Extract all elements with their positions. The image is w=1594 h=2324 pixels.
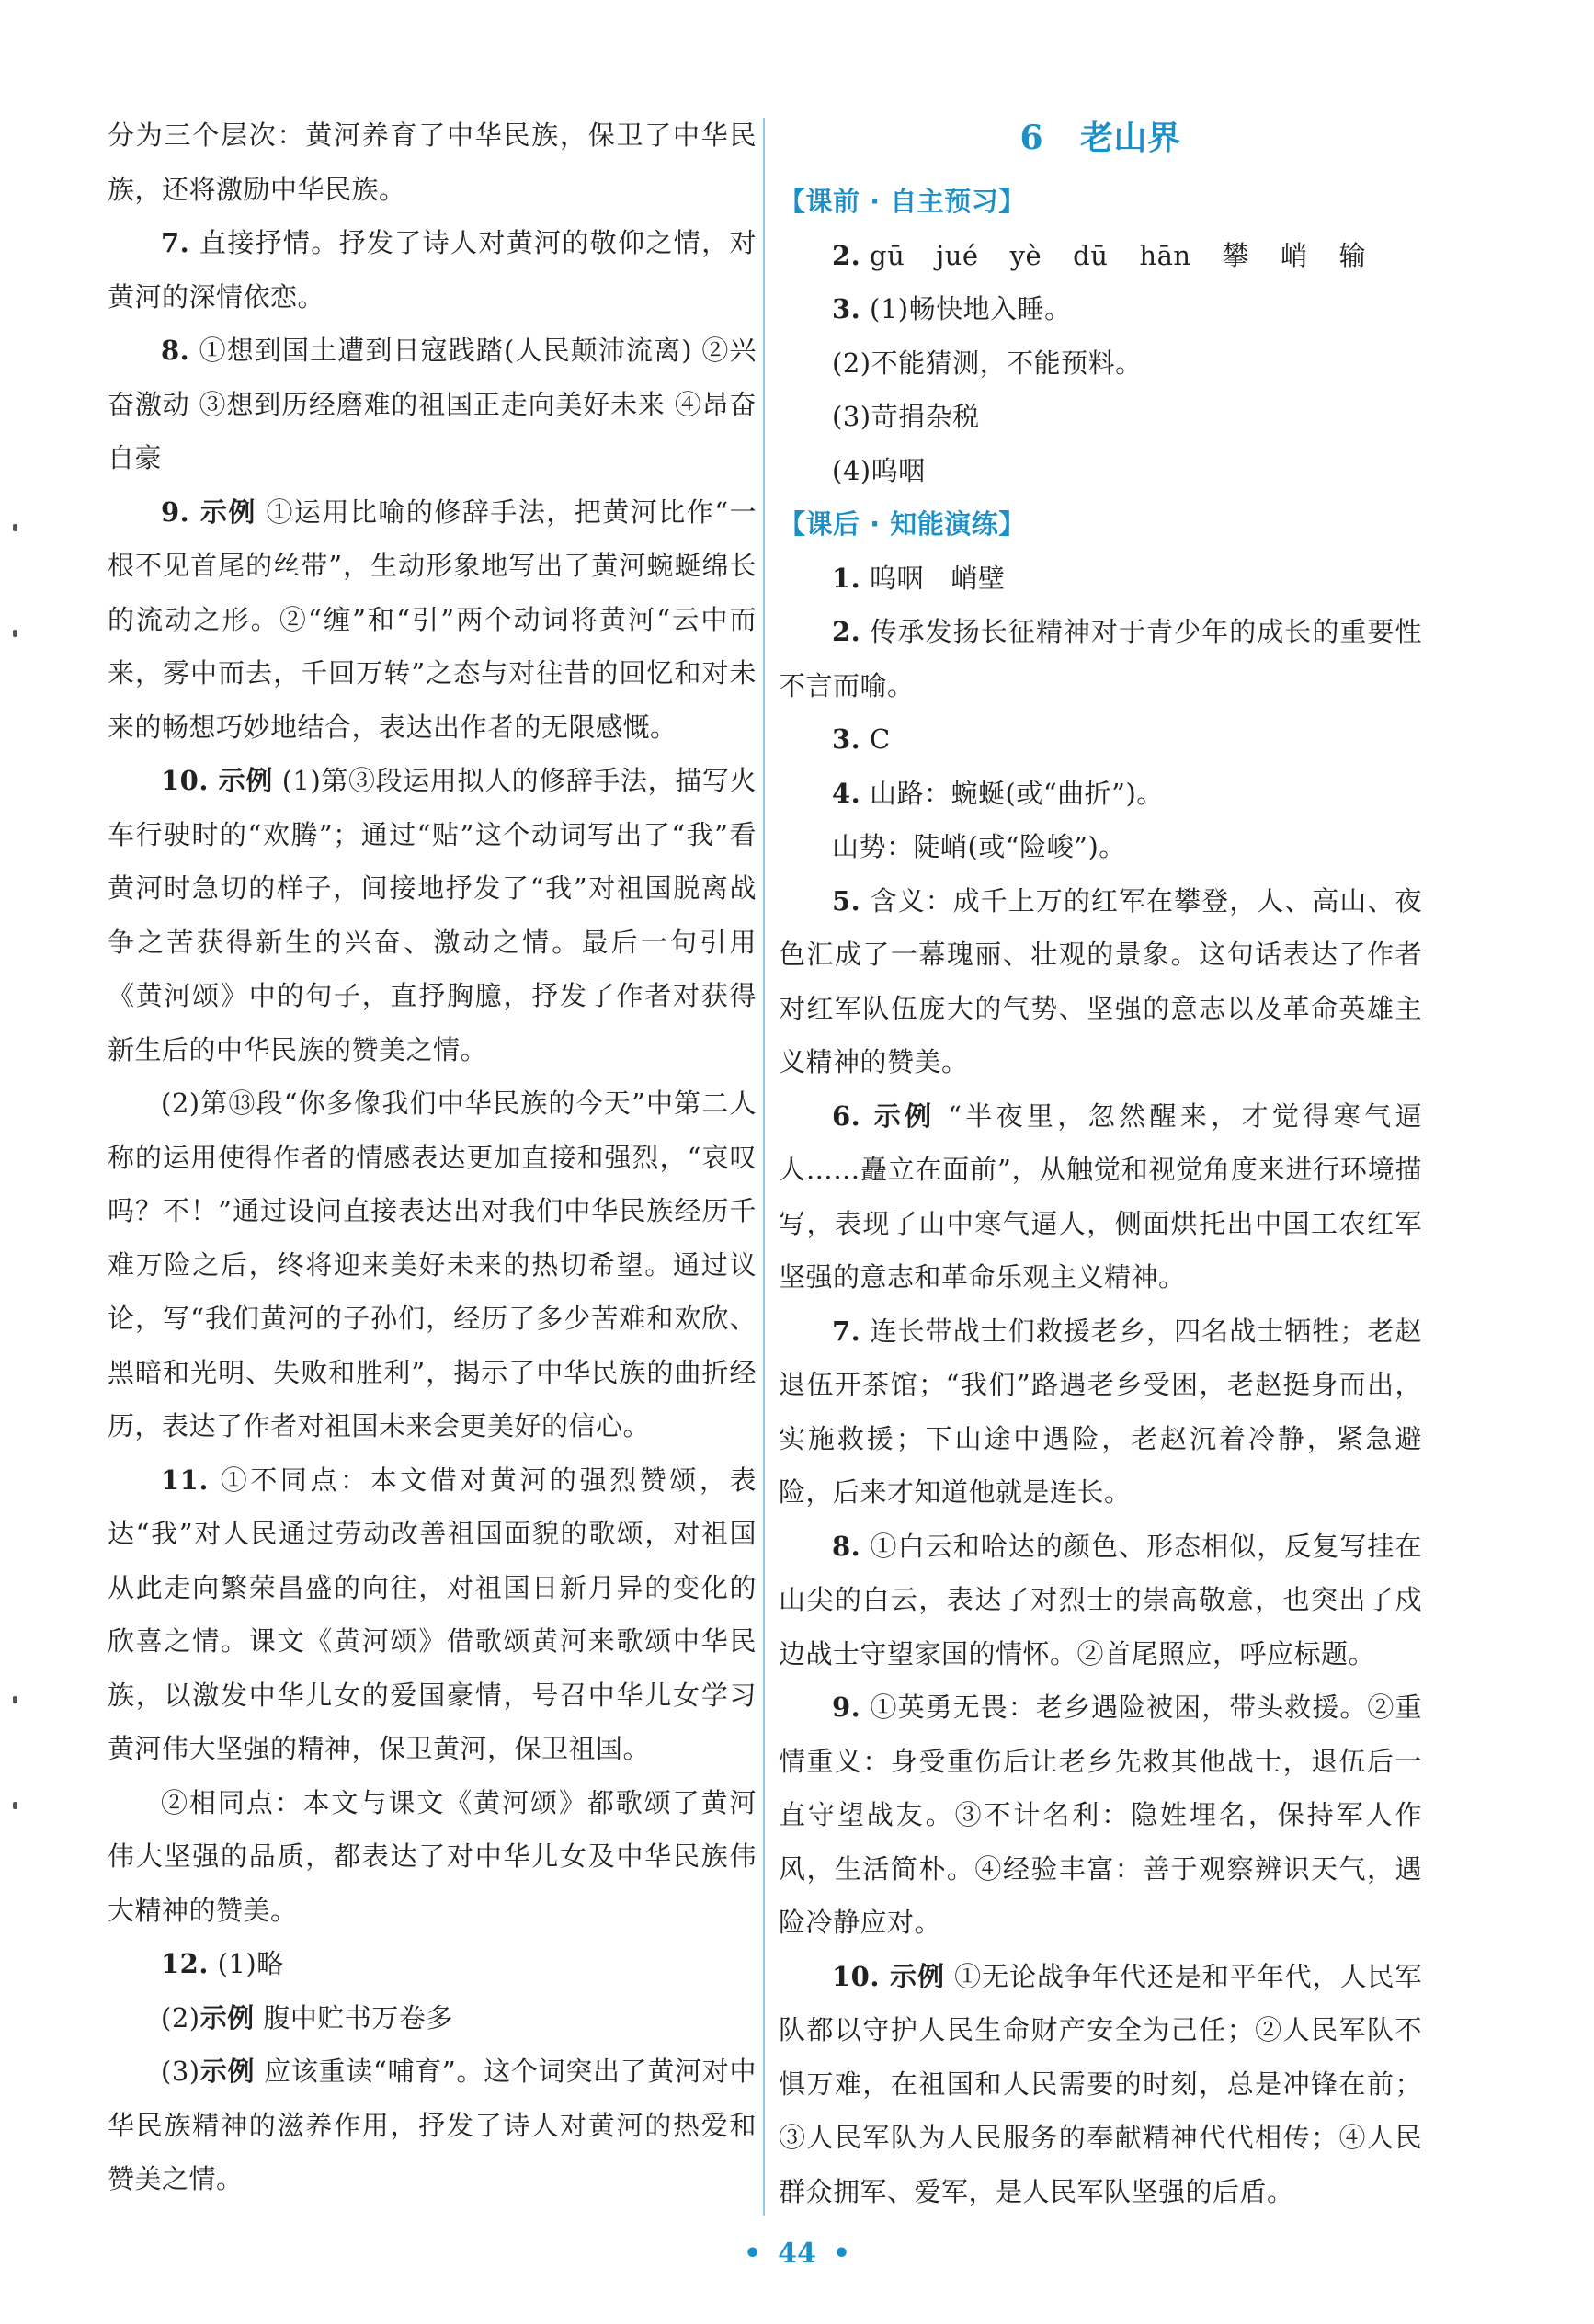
answer-number: 11.: [161, 1464, 209, 1496]
answer-text: (1)畅快地入睡。: [860, 293, 1072, 325]
section-header-preview: 【课前 · 自主预习】: [779, 186, 1026, 217]
answer-10-part-2: (2)第⑬段“你多像我们中华民族的今天”中第二人称的运用使得作者的情感表达更加直接和强烈，“哀叹吗？不！”通过设问直接表达出对我们中华民族经历千难万险之后，终将迎来美好未来的热切希望。通过议论，写“我们黄河的子孙们，经历了多少苦难和欢欣、黑暗和光明、失败和胜利”，揭示了中华民族的曲折经历，表达了作者对祖国未来会更美好的信心。: [108, 1088, 757, 1441]
pinyin-item: jué: [936, 239, 979, 271]
practice-answer-4: [779, 767, 1422, 821]
answer-number: 3.: [832, 723, 861, 755]
footer-dot: •: [832, 2238, 851, 2270]
scan-mark: [13, 1696, 17, 1703]
answer-number: 9. 示例: [161, 496, 256, 528]
right-column: [779, 108, 1422, 2218]
page-number: 44: [778, 2238, 816, 2270]
paragraph-continuation: 分为三个层次：黄河养育了中华民族，保卫了中华民族，还将激励中华民族。: [108, 120, 757, 205]
scan-mark: [13, 1802, 17, 1809]
preview-answer-3-part-4: (4)呜咽: [832, 454, 926, 486]
preview-answer-3-part-3: (3)苛捐杂税: [832, 401, 980, 432]
answer-number: 8.: [832, 1530, 861, 1562]
answer-number: 9.: [832, 1692, 861, 1723]
answer-text: ①运用比喻的修辞手法，把黄河比作“一根不见首尾的丝带”，生动形象地写出了黄河蜿蜒绵长的流动之形。②“缠”和“引”两个动词将黄河“云中而来，雾中而去，千回万转”之态与对往昔的回忆和对未来的畅想巧妙地结合，表达出作者的无限感慨。: [108, 496, 757, 743]
practice-answer-9: [779, 1680, 1422, 1950]
pinyin-item: hān: [1139, 239, 1191, 271]
column-divider: [763, 118, 765, 2216]
answer-text: 连长带战士们救援老乡，四名战士牺牲；老赵退伍开茶馆；“我们”路遇老乡受困，老赵挺身而出，实施救援；下山途中遇险，老赵沉着冷静，紧急避险，后来才知道他就是连长。: [779, 1315, 1422, 1508]
scan-mark: [13, 630, 17, 637]
answer-9: [108, 485, 757, 755]
answer-number: 12.: [161, 1948, 209, 1979]
preview-answer-2: [779, 229, 1422, 283]
lesson-title: [779, 101, 1422, 175]
answer-number: 3.: [832, 293, 861, 325]
answer-number: 6. 示例: [832, 1099, 936, 1132]
answer-11-part-2: ②相同点：本文与课文《黄河颂》都歌颂了黄河伟大坚强的品质，都表达了对中华儿女及中华民族伟大精神的赞美。: [108, 1786, 757, 1926]
answer-text: ①想到国土遭到日寇践踏(人民颠沛流离) ②兴奋激动 ③想到历经磨难的祖国正走向美好未来 ④昂奋自豪: [108, 335, 757, 473]
answer-text: 直接抒情。抒发了诗人对黄河的敬仰之情，对黄河的深情依恋。: [108, 227, 757, 313]
answer-text: ①英勇无畏：老乡遇险被困，带头救援。②重情重义：身受重伤后让老乡先救其他战士，退伍后一直守望战友。③不计名利：隐姓埋名，保持军人作风，生活简朴。④经验丰富：善于观察辨识天气，遇险冷静应对。: [779, 1692, 1422, 1938]
answer-number: 1.: [832, 562, 861, 594]
answer-text: ①不同点：本文借对黄河的强烈赞颂，表达“我”对人民通过劳动改善祖国面貌的歌颂，对祖国从此走向繁荣昌盛的向往，对祖国日新月异的变化的欣喜之情。课文《黄河颂》借歌颂黄河来歌颂中华民族，以激发中华儿女的爱国豪情，号召中华儿女学习黄河伟大坚强的精神，保卫黄河，保卫祖国。: [108, 1464, 757, 1764]
practice-answer-5: [779, 874, 1422, 1089]
character-item: 峭: [1281, 239, 1308, 271]
lesson-number: 6: [1019, 119, 1044, 157]
answer-text: ①无论战争年代还是和平年代，人民军队都以守护人民生命财产安全为己任；②人民军队不惧万难，在祖国和人民需要的时刻，总是冲锋在前；③人民军队为人民服务的奉献精神代代相传；④人民群众拥军、爱军，是人民军队坚强的后盾。: [779, 1960, 1422, 2207]
answer-8: [108, 324, 757, 485]
pinyin-item: yè: [1009, 239, 1042, 271]
answer-number: 10. 示例: [832, 1960, 945, 1992]
practice-answer-2: [779, 605, 1422, 712]
scan-mark: [13, 524, 17, 531]
practice-answer-3: [779, 712, 1422, 767]
practice-answer-6: [779, 1089, 1422, 1304]
example-tag: 示例: [199, 2001, 255, 2034]
answer-10: [108, 754, 757, 1077]
part-label: (2): [161, 2001, 200, 2034]
answer-text: 山路：蜿蜒(或“曲折”)。: [860, 777, 1164, 809]
practice-answer-10: [779, 1950, 1422, 2219]
preview-answer-3: [779, 282, 1422, 336]
character-item: 输: [1338, 239, 1367, 271]
answer-text: C: [860, 723, 891, 755]
answer-text: 含义：成千上万的红军在攀登，人、高山、夜色汇成了一幕瑰丽、壮观的景象。这句话表达了作者对红军队伍庞大的气势、坚强的意志以及革命英雄主义精神的赞美。: [779, 884, 1422, 1077]
answer-number: 4.: [832, 777, 861, 809]
practice-answer-1: [779, 552, 1422, 606]
answer-12-part-3: [108, 2045, 757, 2206]
practice-answer-7: [779, 1304, 1422, 1520]
answer-number: 5.: [832, 884, 861, 917]
answer-number: 2.: [832, 616, 861, 647]
part-label: (3): [161, 2056, 200, 2087]
answer-text: “半夜里，忽然醒来，才觉得寒气逼人……矗立在面前”，从触觉和视觉角度来进行环境描写，表现了山中寒气逼人，侧面烘托出中国工农红军坚强的意志和革命乐观主义精神。: [779, 1099, 1423, 1293]
practice-answer-8: [779, 1520, 1422, 1681]
section-header-practice: 【课后 · 知能演练】: [779, 508, 1026, 540]
page-footer: [0, 2236, 1594, 2273]
answer-text: 腹中贮书万卷多: [254, 2001, 453, 2034]
practice-answer-4-part-2: 山势：陡峭(或“险峻”)。: [832, 831, 1126, 862]
left-column: [108, 108, 757, 2206]
answer-12: [108, 1937, 757, 1991]
answer-number: 2.: [832, 239, 861, 271]
lesson-name: 老山界: [1080, 119, 1181, 157]
pinyin-item: dū: [1073, 239, 1109, 271]
answer-number: 7.: [161, 227, 190, 258]
character-item: 攀: [1222, 239, 1250, 271]
answer-number: 10. 示例: [161, 765, 273, 796]
footer-dot: •: [743, 2238, 762, 2270]
answer-text: ①白云和哈达的颜色、形态相似，反复写挂在山尖的白云，表达了对烈士的崇高敬意，也突出了戍边战士守望家国的情怀。②首尾照应，呼应标题。: [779, 1530, 1422, 1669]
answer-7: [108, 216, 757, 324]
pinyin-item: gū: [870, 239, 905, 271]
preview-answer-3-part-2: (2)不能猜测，不能预料。: [832, 347, 1143, 379]
answer-11: [108, 1453, 757, 1776]
answer-12-part-2: [108, 1991, 757, 2045]
answer-text: 呜咽 峭壁: [860, 562, 1006, 594]
example-tag: 示例: [199, 2056, 256, 2087]
answer-text: 应该重读“哺育”。这个词突出了黄河对中华民族精神的滋养作用，抒发了诗人对黄河的热爱和赞美之情。: [108, 2056, 757, 2194]
answer-number: 8.: [161, 335, 190, 366]
answer-text: (1)略: [208, 1948, 284, 1979]
answer-text: 传承发扬长征精神对于青少年的成长的重要性不言而喻。: [779, 616, 1422, 701]
answer-number: 7.: [832, 1315, 861, 1347]
answer-text: (1)第③段运用拟人的修辞手法，描写火车行驶时的“欢腾”；通过“贴”这个动词写出了“我”看黄河时急切的样子，间接地抒发了“我”对祖国脱离战争之苦获得新生的兴奋、激动之情。最后一句引用《黄河颂》中的句子，直抒胸臆，抒发了作者对获得新生后的中华民族的赞美之情。: [108, 765, 757, 1065]
